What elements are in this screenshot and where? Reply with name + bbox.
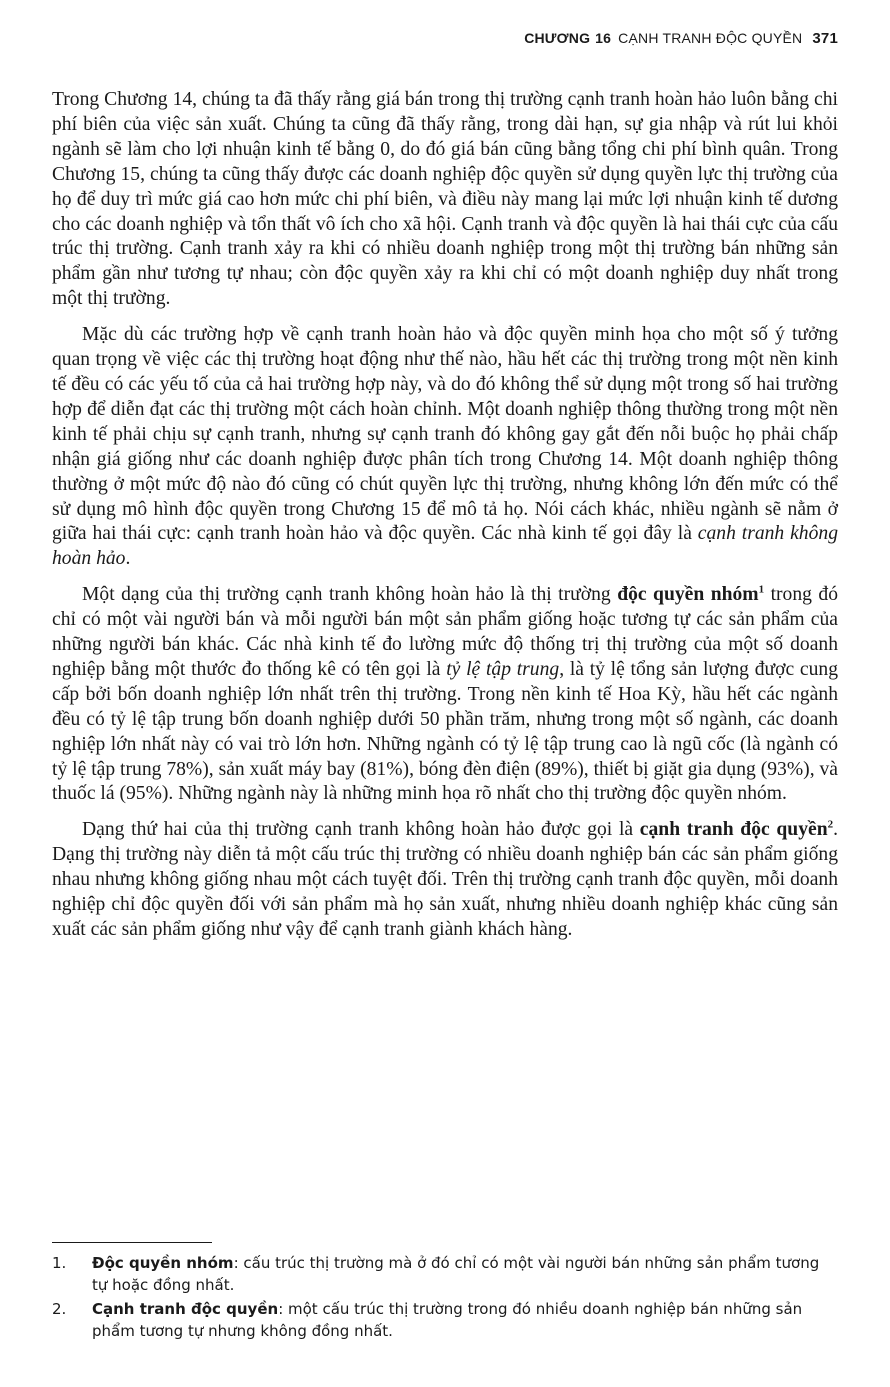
paragraph-3-end: , là tỷ lệ tổng sản lượng được cung cấp bởi bốn doanh nghiệp lớn nhất trên thị trường. Trong nền kinh tế Hoa Kỳ, hầu hết các ngành đều có tỷ lệ tập trung bốn doanh nghiệp dưới 50 phần trăm, nhưng trong một số ngành, các doanh nghiệp lớn nhất này có vai trò lớn hơn. Những ngành có tỷ lệ tập trung cao là ngũ cốc (là ngành có tỷ lệ tập trung 78%), sản xuất máy bay (81%), bóng đèn điện (89%), thiết bị giặt gia dụng (93%), và thuốc lá (95%). Những ngành này là những minh họa rõ nhất cho thị trường độc quyền nhóm.	[52, 658, 838, 805]
footnotes	[52, 1252, 838, 1344]
paragraph-4-start: Dạng thứ hai của thị trường cạnh tranh không hoàn hảo được gọi là	[82, 819, 640, 841]
paragraph-2-end: .	[125, 548, 131, 570]
footnote-divider	[52, 1242, 212, 1243]
footnote-1	[52, 1252, 838, 1296]
footnote-definition: : một cấu trúc thị trường trong đó nhiều doanh nghiệp bán những sản phẩm tương tự nhưng không đồng nhất.	[92, 1300, 803, 1340]
footnote-ref-1[interactable]: 1	[758, 583, 765, 596]
paragraph-2-text: Mặc dù các trường hợp về cạnh tranh hoàn hảo và độc quyền minh họa cho một số ý tưởng quan trọng về việc các thị trường hoạt động như thế nào, hầu hết các thị trường trong một nền kinh tế đều có các yếu tố của cả hai trường hợp này, và do đó không thể sử dụng một trong số hai trường hợp để diễn đạt các thị trường một cách hoàn chỉnh. Một doanh nghiệp thông thường trong một nền kinh tế phải chịu sự cạnh tranh, nhưng sự cạnh tranh đó không gay gắt đến nỗi buộc họ phải chấp nhận giá giống như các doanh nghiệp được phân tích trong Chương 14. Một doanh nghiệp thông thường ở một mức độ nào đó cũng có chút quyền lực thị trường, nhưng không lớn đến mức có thể sử dụng mô hình độc quyền trong Chương 15 để mô tả họ. Nói cách khác, nhiều ngành sẽ nằm ở giữa hai thái cực: cạnh tranh hoàn hảo và độc quyền. Các nhà kinh tế gọi đây là	[52, 324, 838, 545]
footnote-2	[52, 1298, 838, 1342]
chapter-title: CẠNH TRANH ĐỘC QUYỀN	[618, 30, 803, 46]
footnote-number: 2.	[52, 1300, 67, 1318]
paragraph-2	[52, 323, 838, 572]
paragraph-1: Trong Chương 14, chúng ta đã thấy rằng giá bán trong thị trường cạnh tranh hoàn hảo luôn bằng chi phí biên của việc sản xuất. Chúng ta cũng đã thấy rằng, trong dài hạn, sự gia nhập và rút lui khỏi ngành sẽ làm cho lợi nhuận kinh tế bằng 0, do đó giá bán cũng bằng tổng chi phí bình quân. Trong Chương 15, chúng ta cũng thấy được các doanh nghiệp độc quyền sử dụng quyền lực thị trường của họ để duy trì mức giá cao hơn mức chi phí biên, và điều này mang lại mức lợi nhuận kinh tế dương cho các doanh nghiệp và tổn thất vô ích cho xã hội. Cạnh tranh và độc quyền là hai thái cực của cấu trúc thị trường. Cạnh tranh xảy ra khi có nhiều doanh nghiệp trong một thị trường bán những sản phẩm gần như tương tự nhau; còn độc quyền xảy ra khi chỉ có một doanh nghiệp duy nhất trong một thị trường.	[52, 89, 838, 310]
paragraph-4	[52, 818, 838, 943]
footnote-ref-2[interactable]: 2	[827, 818, 834, 831]
page-number: 371	[812, 30, 838, 47]
term-imperfect-competition: cạnh tranh không hoàn hảo	[52, 523, 838, 570]
running-header	[0, 30, 838, 54]
chapter-label: CHƯƠNG	[524, 30, 591, 46]
body-text	[52, 88, 838, 954]
footnote-text	[92, 1252, 838, 1296]
paragraph-3-start: Một dạng của thị trường cạnh tranh không hoàn hảo là thị trường	[82, 584, 618, 606]
term-monopolistic-competition: cạnh tranh độc quyền	[639, 819, 828, 841]
footnote-number: 1.	[52, 1254, 67, 1272]
term-oligopoly: độc quyền nhóm	[617, 584, 759, 606]
footnote-text	[92, 1298, 838, 1342]
footnote-term: Độc quyền nhóm	[92, 1254, 234, 1272]
paragraph-3-mid: trong đó chỉ có một vài người bán và mỗi người bán một sản phẩm giống hoặc tương tự các sản phẩm của những người bán khác. Các nhà kinh tế đo lường mức độ thống trị thị trường của một số doanh nghiệp bằng một thước đo thống kê có tên gọi là	[52, 584, 838, 680]
paragraph-3	[52, 583, 838, 807]
footnote-term: Cạnh tranh độc quyền	[92, 1300, 279, 1318]
paragraph-4-end: . Dạng thị trường này diễn tả một cấu trúc thị trường có nhiều doanh nghiệp bán các sản phẩm giống nhau nhưng không giống nhau một cách tuyệt đối. Trên thị trường cạnh tranh độc quyền, mỗi doanh nghiệp chỉ độc quyền đối với sản phẩm mà họ sản xuất, nhưng nhiều doanh nghiệp khác cũng sản xuất các sản phẩm giống như vậy để cạnh tranh giành khách hàng.	[52, 819, 838, 940]
chapter-number: 16	[595, 30, 612, 46]
footnote-definition: : cấu trúc thị trường mà ở đó chỉ có một vài người bán những sản phẩm tương tự hoặc đồng nhất.	[92, 1254, 820, 1294]
term-concentration-ratio: tỷ lệ tập trung	[446, 658, 560, 680]
